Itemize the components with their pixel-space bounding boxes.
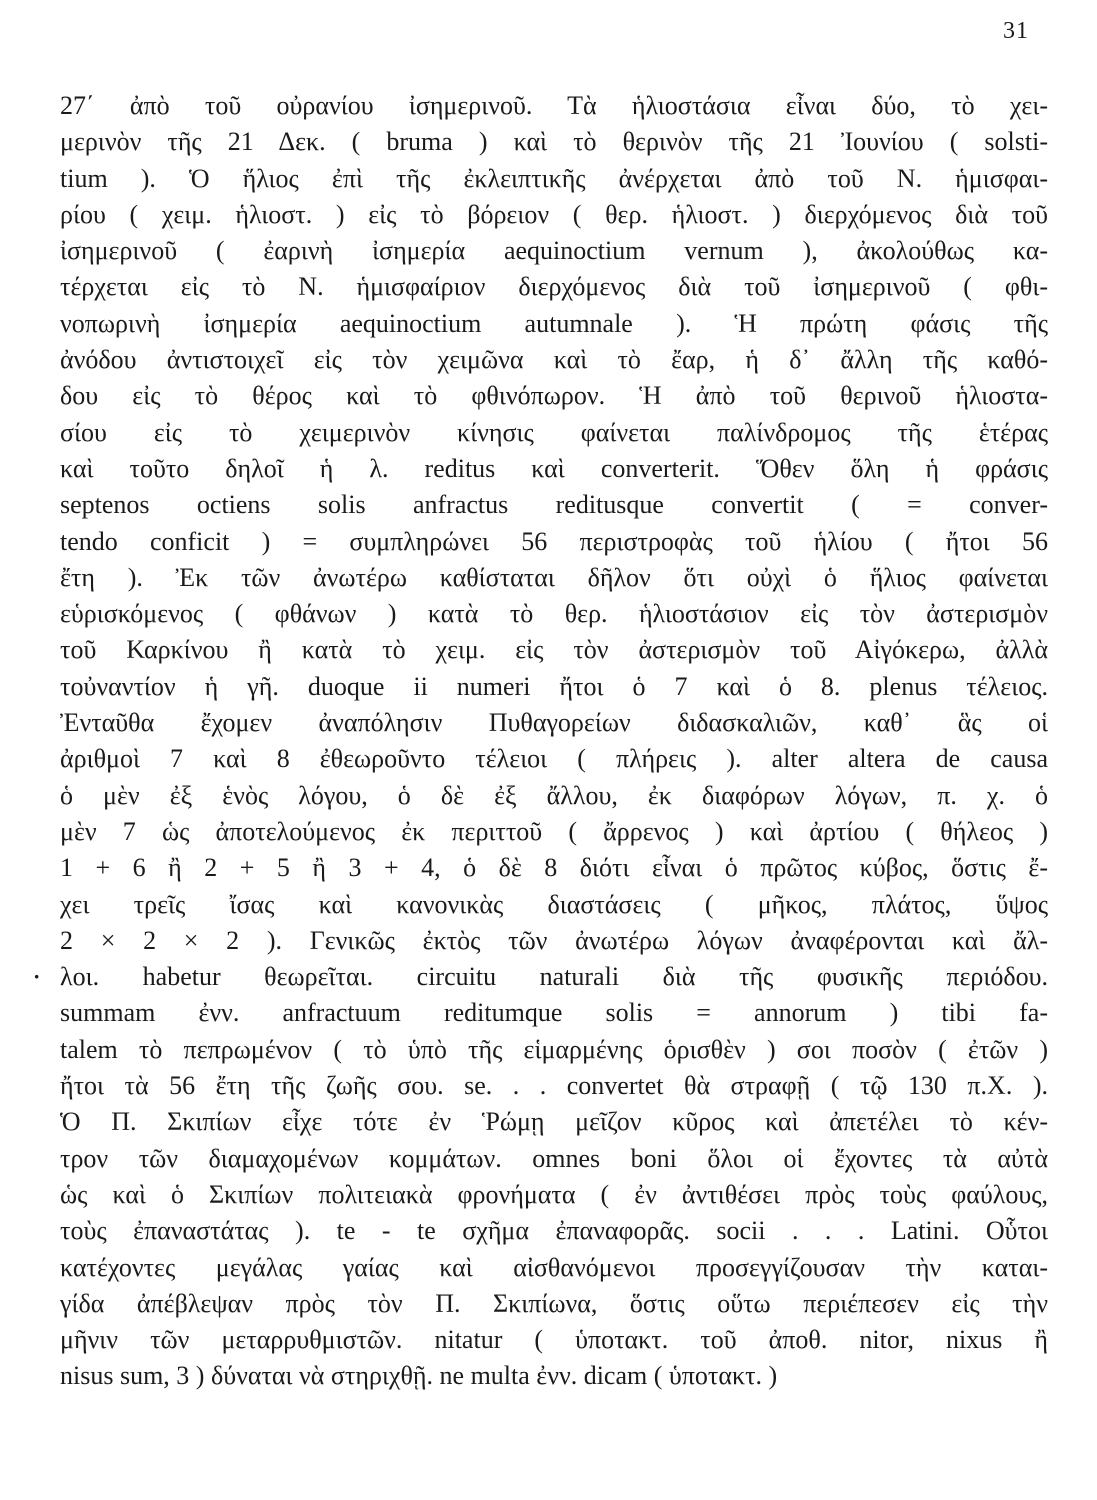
text-line: ἤτοι τὰ 56 ἔτη τῆς ζωῆς σου. se. . . convertet θὰ στραφῇ ( τῷ 130 π.Χ. ).: [60, 1071, 1048, 1101]
text-line: talem τὸ πεπρωμένον ( τὸ ὑπὸ τῆς εἱμαρμένης ὁρισθὲν ) σοι ποσὸν ( ἐτῶν ): [60, 1034, 1048, 1064]
text-line: κατέχοντες μεγάλας γαίας καὶ αἰσθανόμενοι προσεγγίζουσαν τὴν καται-: [60, 1252, 1048, 1282]
text-line: τέρχεται εἰς τὸ Ν. ἡμισφαίριον διερχόμενος διὰ τοῦ ἰσημερινοῦ ( φθι-: [60, 272, 1048, 302]
text-line: τοὐναντίον ἡ γῆ. duoque ii numeri ἤτοι ὁ 7 καὶ ὁ 8. plenus τέλειος.: [60, 671, 1048, 701]
text-line: 2 × 2 × 2 ). Γενικῶς ἐκτὸς τῶν ἀνωτέρω λόγων ἀναφέρονται καὶ ἄλ-: [60, 925, 1048, 955]
text-line: μῆνιν τῶν μεταρρυθμιστῶν. nitatur ( ὑποτακτ. τοῦ ἀποθ. nitor, nixus ἢ: [60, 1325, 1048, 1355]
text-line: nisus sum, 3 ) δύναται νὰ στηριχθῇ. ne multa ἐνν. dicam ( ὑποτακτ. ): [60, 1361, 778, 1391]
text-line: μερινὸν τῆς 21 Δεκ. ( bruma ) καὶ τὸ θερινὸν τῆς 21 Ἰουνίου ( solsti-: [60, 127, 1048, 157]
text-line: χει τρεῖς ἴσας καὶ κανονικὰς διαστάσεις ( μῆκος, πλάτος, ὕψος: [60, 889, 1048, 919]
text-line: 27΄ ἀπὸ τοῦ οὐρανίου ἰσημερινοῦ. Τὰ ἡλιοστάσια εἶναι δύο, τὸ χει-: [60, 91, 1048, 120]
text-line: tendo conficit ) = συμπληρώνει 56 περιστροφὰς τοῦ ἡλίου ( ἤτοι 56: [60, 526, 1048, 556]
page-number: 31: [1003, 18, 1029, 44]
text-line: τοὺς ἐπαναστάτας ). te - te σχῆμα ἐπαναφορᾶς. socii . . . Latini. Οὗτοι: [60, 1216, 1048, 1246]
text-line: ἰσημερινοῦ ( ἐαρινὴ ἰσημερία aequinoctium vernum ), ἀκολούθως κα-: [60, 236, 1048, 266]
text-line: ὁ μὲν ἐξ ἑνὸς λόγου, ὁ δὲ ἐξ ἄλλου, ἐκ διαφόρων λόγων, π. χ. ὁ: [60, 780, 1048, 810]
text-line: γίδα ἀπέβλεψαν πρὸς τὸν Π. Σκιπίωνα, ὅστις οὕτω περιέπεσεν εἰς τὴν: [60, 1288, 1048, 1318]
text-line: septenos octiens solis anfractus reditusque convertit ( = conver-: [60, 490, 1048, 520]
text-line: εὑρισκόμενος ( φθάνων ) κατὰ τὸ θερ. ἡλιοστάσιον εἰς τὸν ἀστερισμὸν: [60, 599, 1048, 629]
margin-mark: ·: [33, 964, 41, 989]
text-line: ἀριθμοὶ 7 καὶ 8 ἐθεωροῦντο τέλειοι ( πλήρεις ). alter altera de causa: [60, 744, 1048, 774]
text-line: ρίου ( χειμ. ἡλιοστ. ) εἰς τὸ βόρειον ( θερ. ἡλιοστ. ) διερχόμενος διὰ τοῦ: [60, 199, 1048, 229]
text-line: σίου εἰς τὸ χειμερινὸν κίνησις φαίνεται παλίνδρομος τῆς ἑτέρας: [60, 417, 1048, 447]
text-line: τρον τῶν διαμαχομένων κομμάτων. omnes boni ὅλοι οἱ ἔχοντες τὰ αὐτὰ: [60, 1143, 1048, 1173]
text-line: ἀνόδου ἀντιστοιχεῖ εἰς τὸν χειμῶνα καὶ τὸ ἔαρ, ἡ δ᾽ ἄλλη τῆς καθό-: [60, 345, 1048, 375]
text-line: νοπωρινὴ ἰσημερία aequinoctium autumnale ). Ἡ πρώτη φάσις τῆς: [60, 308, 1048, 338]
body-text: [60, 88, 1048, 1395]
text-line: Ἐνταῦθα ἔχομεν ἀναπόλησιν Πυθαγορείων διδασκαλιῶν, καθ᾽ ἃς οἱ: [60, 708, 1048, 738]
text-line: tium ). Ὁ ἥλιος ἐπὶ τῆς ἐκλειπτικῆς ἀνέρχεται ἀπὸ τοῦ Ν. ἡμισφαι-: [60, 163, 1048, 193]
text-line: summam ἐνν. anfractuum reditumque solis = annorum ) tibi fa-: [60, 998, 1048, 1028]
text-line: δου εἰς τὸ θέρος καὶ τὸ φθινόπωρον. Ἡ ἀπὸ τοῦ θερινοῦ ἡλιοστα-: [60, 381, 1048, 411]
text-line: λοι. habetur θεωρεῖται. circuitu naturali διὰ τῆς φυσικῆς περιόδου.: [60, 962, 1048, 992]
text-line: ὡς καὶ ὁ Σκιπίων πολιτειακὰ φρονήματα ( ἐν ἀντιθέσει πρὸς τοὺς φαύλους,: [60, 1179, 1048, 1209]
text-line: Ὁ Π. Σκιπίων εἶχε τότε ἐν Ῥώμῃ μεῖζον κῦρος καὶ ἀπετέλει τὸ κέν-: [60, 1107, 1048, 1137]
text-line: ἔτη ). Ἐκ τῶν ἀνωτέρω καθίσταται δῆλον ὅτι οὐχὶ ὁ ἥλιος φαίνεται: [60, 562, 1048, 592]
text-line: μὲν 7 ὡς ἀποτελούμενος ἐκ περιττοῦ ( ἄρρενος ) καὶ ἀρτίου ( θήλεος ): [60, 816, 1048, 846]
text-line: 1 + 6 ἢ 2 + 5 ἢ 3 + 4, ὁ δὲ 8 διότι εἶναι ὁ πρῶτος κύβος, ὅστις ἔ-: [60, 853, 1048, 883]
text-line: καὶ τοῦτο δηλοῖ ἡ λ. reditus καὶ converterit. Ὅθεν ὅλη ἡ φράσις: [60, 453, 1048, 483]
text-line: τοῦ Καρκίνου ἢ κατὰ τὸ χειμ. εἰς τὸν ἀστερισμὸν τοῦ Αἰγόκερω, ἀλλὰ: [60, 635, 1048, 665]
